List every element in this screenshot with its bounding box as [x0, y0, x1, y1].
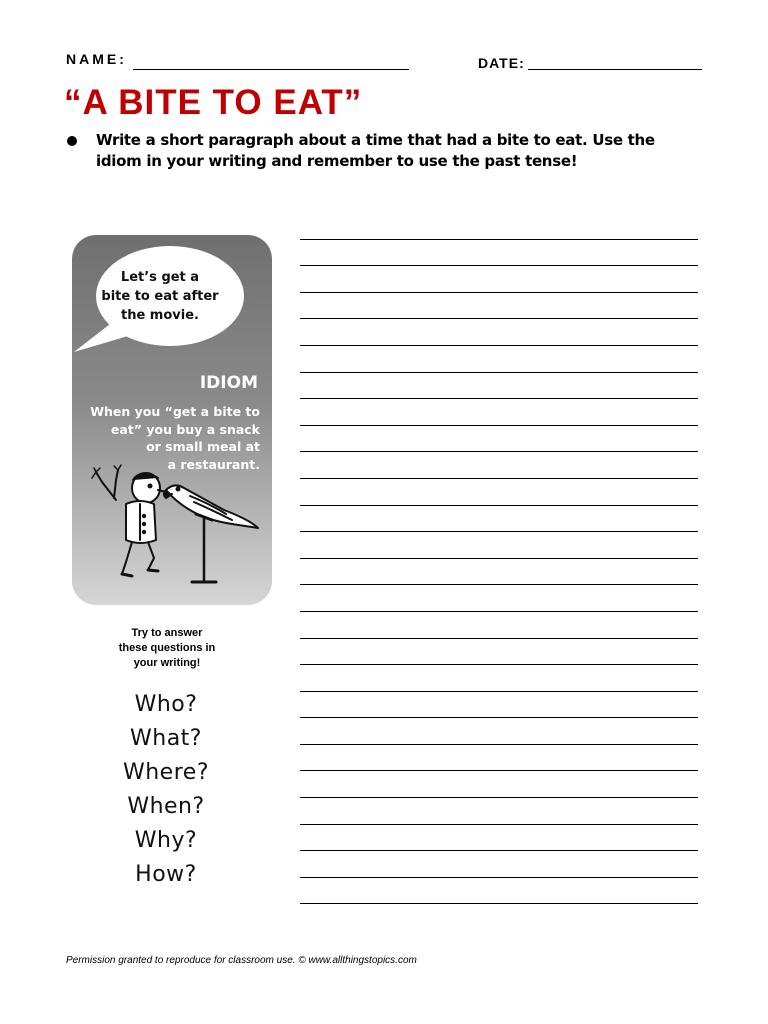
definition-line: or small meal at: [146, 439, 260, 454]
writing-line[interactable]: [300, 559, 698, 586]
writing-line[interactable]: [300, 878, 698, 905]
name-input-line[interactable]: [133, 69, 409, 70]
worksheet-title: “A BITE TO EAT”: [64, 83, 363, 122]
question-why: Why?: [134, 828, 198, 853]
writing-line[interactable]: [300, 426, 698, 453]
date-label: DATE:: [478, 55, 525, 71]
writing-line[interactable]: [300, 798, 698, 825]
writing-line[interactable]: [300, 612, 698, 639]
question-what: What?: [130, 726, 202, 751]
writing-line[interactable]: [300, 293, 698, 320]
definition-line: eat” you buy a snack: [110, 421, 260, 437]
footer-permission: Permission granted to reproduce for classroom use. © www.allthingstopics.com: [66, 955, 417, 966]
question-list: [96, 688, 236, 892]
writing-line[interactable]: [300, 825, 698, 852]
question-when: When?: [127, 794, 205, 819]
writing-line[interactable]: [300, 506, 698, 533]
questions-intro-line: your writing!: [133, 657, 201, 669]
writing-line[interactable]: [300, 745, 698, 772]
speech-line: Let’s get a: [120, 270, 200, 285]
definition-line: a restaurant.: [167, 456, 260, 472]
writing-line[interactable]: [300, 851, 698, 878]
writing-line[interactable]: [300, 692, 698, 719]
writing-line[interactable]: [300, 213, 698, 240]
speech-bubble-text: [96, 268, 224, 325]
definition-line: When you “get a bite to: [90, 404, 260, 419]
date-input-line[interactable]: [528, 69, 702, 70]
writing-line[interactable]: [300, 452, 698, 479]
writing-line[interactable]: [300, 718, 698, 745]
question-how: How?: [135, 862, 197, 887]
writing-line[interactable]: [300, 665, 698, 692]
writing-line[interactable]: [300, 373, 698, 400]
questions-intro-line: Try to answer: [131, 627, 203, 639]
question-where: Where?: [122, 760, 209, 785]
writing-area[interactable]: [300, 213, 698, 904]
instruction-text: Write a short paragraph about a time that had a bite to eat. Use the idiom in your writing and remember to use the past tense!: [96, 131, 655, 170]
bullet-icon: [67, 136, 77, 146]
speech-line: the movie.: [121, 308, 199, 323]
writing-line[interactable]: [300, 585, 698, 612]
writing-line[interactable]: [300, 479, 698, 506]
speech-line: bite to eat after: [101, 289, 219, 304]
writing-line[interactable]: [300, 771, 698, 798]
writing-line[interactable]: [300, 532, 698, 559]
idiom-heading: IDIOM: [199, 373, 258, 393]
writing-line[interactable]: [300, 399, 698, 426]
writing-line[interactable]: [300, 346, 698, 373]
question-who: Who?: [134, 692, 198, 717]
man-and-parrot-illustration-icon: [86, 458, 262, 588]
writing-line[interactable]: [300, 319, 698, 346]
writing-line[interactable]: [300, 240, 698, 267]
name-label: NAME:: [66, 51, 127, 67]
questions-intro: [100, 626, 234, 671]
questions-intro-line: these questions in: [118, 642, 216, 654]
writing-line[interactable]: [300, 266, 698, 293]
writing-line[interactable]: [300, 639, 698, 666]
